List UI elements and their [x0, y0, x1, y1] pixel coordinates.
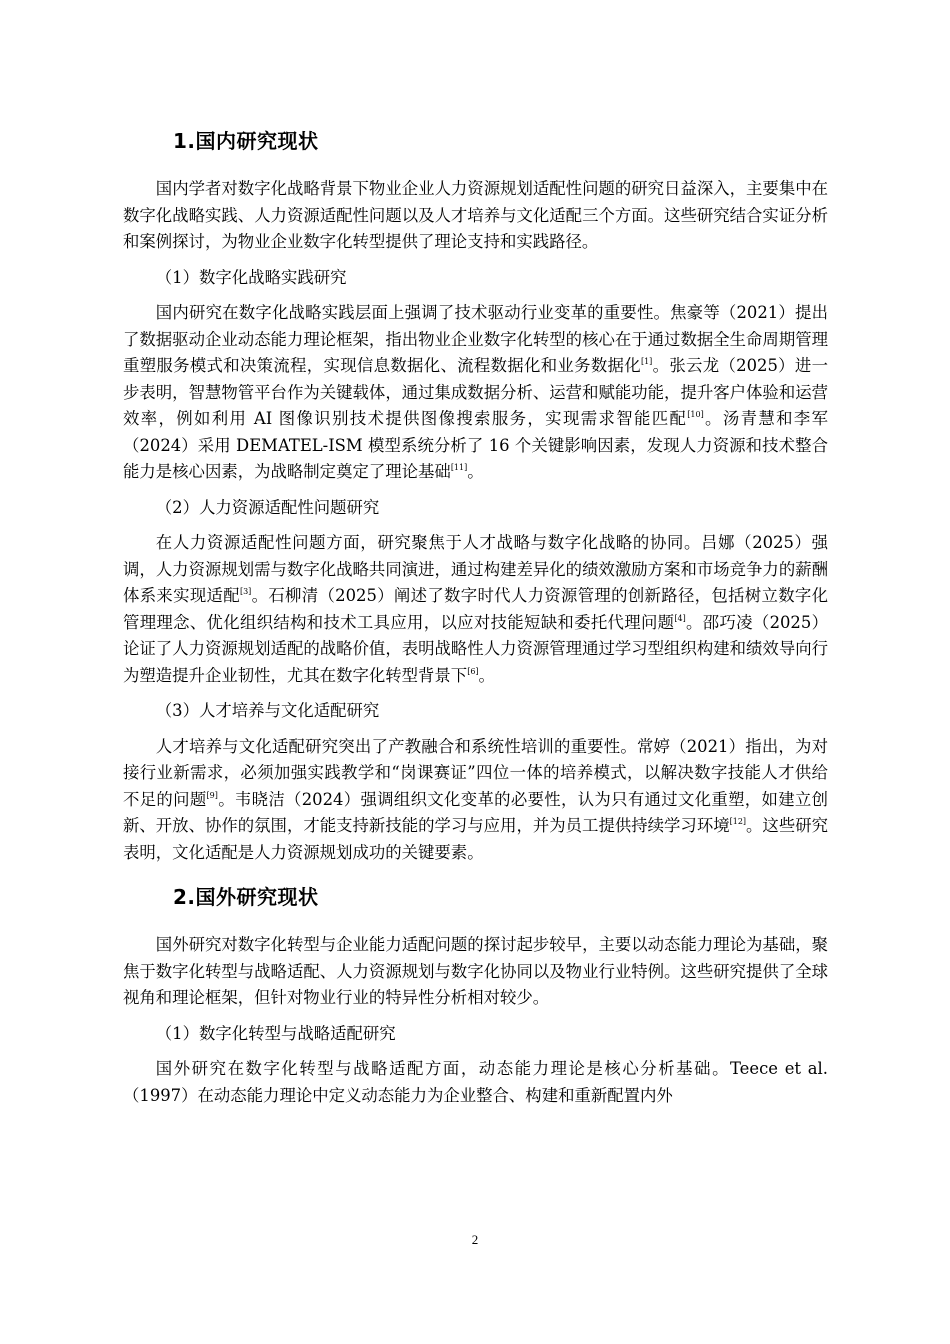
- citation-ref: [9]: [206, 790, 218, 800]
- text-run: 。张云龙（2025）进一步表明，智慧物管平台作为关键载体，通过集成数据分析、运营和赋能功能，提升客户体验和运营效率，例如利用 AI 图像识别技术提供图像搜索服务，实现需求智能匹配: [123, 356, 828, 428]
- text-run: 。石柳清（2025）阐述了数字时代人力资源管理的创新路径，包括树立数字化管理理念、优化组织结构和技术工具应用，以应对技能短缺和委托代理问题: [123, 586, 829, 632]
- text-run: 。汤青慧和李军（2024）采用 DEMATEL-ISM 模型系统分析了 16 个关键影响因素，发现人力资源和技术整合能力是核心因素，为战略制定奠定了理论基础: [123, 409, 829, 481]
- citation-ref: [12]: [729, 817, 747, 826]
- subheading-digital-strategy-practice: （1）数字化战略实践研究: [155, 267, 347, 287]
- section-heading-foreign: 2.国外研究现状: [173, 885, 319, 909]
- citation-ref: [10]: [687, 410, 704, 419]
- citation-ref: [11]: [450, 463, 468, 472]
- citation-ref: [6]: [467, 666, 479, 676]
- paragraph-hr-fit: [123, 530, 828, 689]
- subheading-digital-transformation-fit: （1）数字化转型与战略适配研究: [155, 1023, 396, 1043]
- text-run: 。: [478, 665, 495, 685]
- text-run: 。韦晓洁（2024）强调组织文化变革的必要性，认为只有通过文化重塑，如建立创新、开放、协作的氛围，才能支持新技能的学习与应用，并为员工提供持续学习环境: [123, 789, 828, 835]
- subheading-hr-fit: （2）人力资源适配性问题研究: [155, 497, 380, 517]
- text-run: 国内研究在数字化战略实践层面上强调了技术驱动行业变革的重要性。焦豪等（2021）提出了数据驱动企业动态能力理论框架，指出物业企业数字化转型的核心在于通过数据全生命周期管理重塑服务模式和决策流程，实现信息数据化、流程数据化和业务数据化: [123, 303, 828, 375]
- paragraph-foreign-intro: 国外研究对数字化转型与企业能力适配问题的探讨起步较早，主要以动态能力理论为基础，聚焦于数字化转型与战略适配、人力资源规划与数字化协同以及物业行业特例。这些研究提供了全球视角和理论框架，但针对物业行业的特异性分析相对较少。: [123, 935, 828, 1007]
- paragraph-digital-strategy-practice: [123, 300, 828, 486]
- paragraph-domestic-intro: 国内学者对数字化战略背景下物业企业人力资源规划适配性问题的研究日益深入，主要集中在数字化战略实践、人力资源适配性问题以及人才培养与文化适配三个方面。这些研究结合实证分析和案例探讨，为物业企业数字化转型提供了理论支持和实践路径。: [123, 179, 828, 251]
- section-heading-domestic: 1.国内研究现状: [173, 129, 319, 153]
- paragraph-digital-transformation-fit: 国外研究在数字化转型与战略适配方面，动态能力理论是核心分析基础。Teece et al.（1997）在动态能力理论中定义动态能力为企业整合、构建和重新配置内外: [123, 1059, 828, 1105]
- text-run: 。邵巧凌（2025）论证了人力资源规划适配的战略价值，表明战略性人力资源管理通过学习型组织构建和绩效导向行为塑造提升企业韧性，尤其在数字化转型背景下: [123, 612, 828, 685]
- text-run: 在人力资源适配性问题方面，研究聚焦于人才战略与数字化战略的协同。吕娜（2025）强调，人力资源规划需与数字化战略共同演进，通过构建差异化的绩效激励方案和市场竞争力的薪酬体系来实现适配: [123, 533, 828, 605]
- paragraph-talent-culture: [123, 734, 828, 867]
- citation-ref: [4]: [674, 613, 686, 623]
- citation-ref: [1]: [640, 357, 653, 366]
- text-run: 人才培养与文化适配研究突出了产教融合和系统性培训的重要性。常婷（2021）指出，为对接行业新需求，必须加强实践教学和“岗课赛证”四位一体的培养模式，以解决数字技能人才供给不足的问题: [123, 736, 828, 809]
- page-content: [123, 118, 828, 1118]
- citation-ref: [3]: [239, 587, 252, 596]
- text-run: 。: [467, 462, 484, 481]
- text-run: 。这些研究表明，文化适配是人力资源规划成功的关键要素。: [123, 816, 829, 862]
- page-number: 2: [471, 1232, 479, 1247]
- subheading-talent-culture: （3）人才培养与文化适配研究: [155, 701, 380, 720]
